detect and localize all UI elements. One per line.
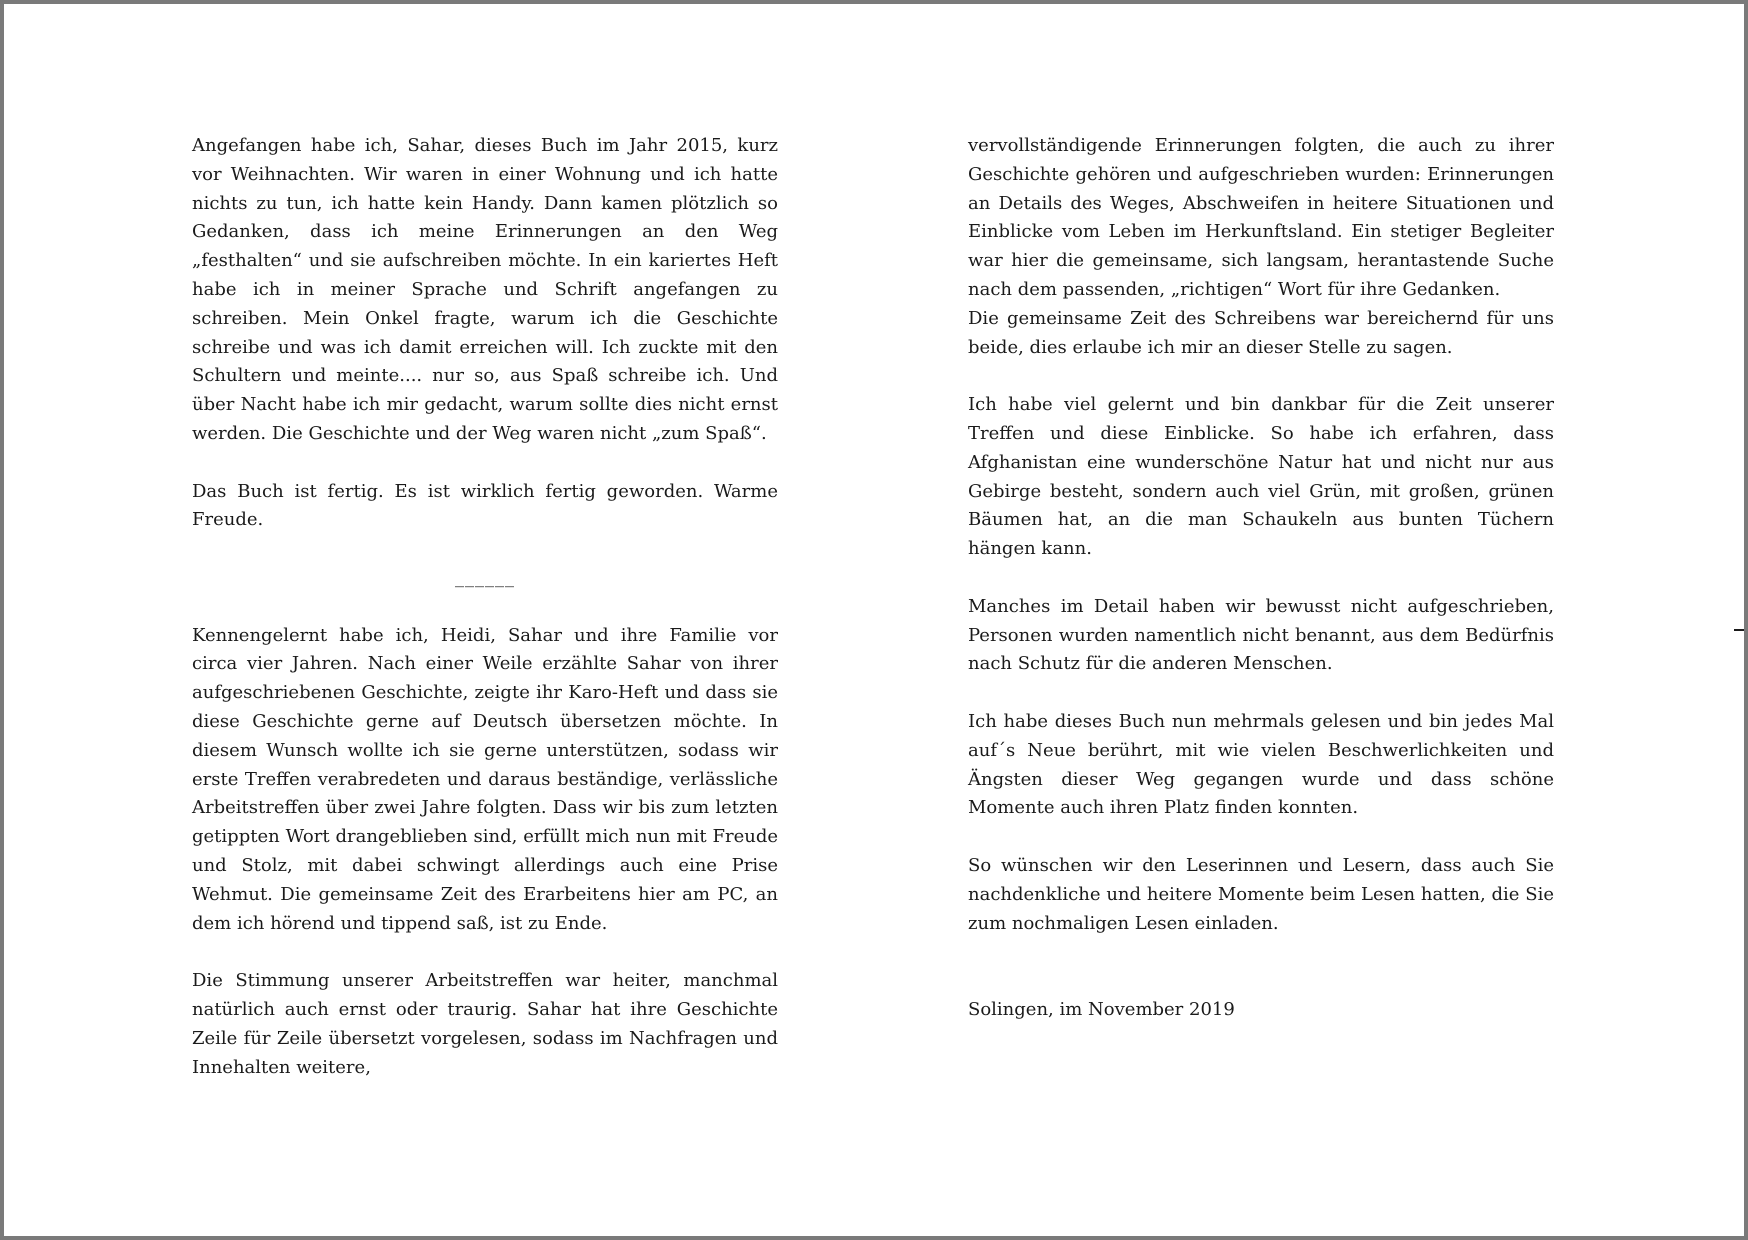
paragraph-shared-time: Die gemeinsame Zeit des Schreibens war bereichernd für uns beide, dies erlaube ich mir an dieser Stelle zu sagen. (968, 307, 1554, 358)
paragraph-reread: Ich habe dieses Buch nun mehrmals gelesen und bin jedes Mal auf´s Neue berührt, mit wie vielen Beschwerlichkeiten und Ängsten dieser Weg gegangen wurde und dass schöne Momente auch ihren Platz finden konnten. (968, 710, 1554, 819)
paragraph-memories: vervollständigende Erinnerungen folgten, die auch zu ihrer Geschichte gehören und aufgeschrieben wurden: Erinnerungen an Details des Weges, Abschweifen in heitere Situationen und Einblicke vom Leben im Herkunftsland. Ein stetiger Begleiter war hier die gemeinsame, sich langsam, herantastende Suche nach dem passenden, „richtigen“ Wort für ihre Gedanken. (968, 135, 1554, 300)
paragraph-learned: Ich habe viel gelernt und bin dankbar für die Zeit unserer Treffen und diese Einblicke. So habe ich erfahren, dass Afghanistan eine wunderschöne Natur hat und nicht nur aus Gebirge besteht, sondern auch viel Grün, mit großen, grünen Bäumen hat, an die man Schaukeln aus bunten Tüchern hängen kann. (968, 394, 1554, 560)
place-and-date: Solingen, im November 2019 (968, 998, 1235, 1020)
left-page (4, 4, 874, 1236)
paragraph-protection: Manches im Detail haben wir bewusst nicht aufgeschrieben, Personen wurden namentlich nicht benannt, aus dem Bedürfnis nach Schutz für die anderen Menschen. (968, 595, 1554, 675)
paragraph-sahar-intro: Angefangen habe ich, Sahar, dieses Buch im Jahr 2015, kurz vor Weihnachten. Wir waren in einer Wohnung und ich hatte nichts zu tun, ich hatte kein Handy. Dann kamen plötzlich so Gedanken, dass ich meine Erinnerungen an den Weg „festhalten“ und sie aufschreiben möchte. In ein kariertes Heft habe ich in meiner Sprache und Schrift angefangen zu schreiben. Mein Onkel fragte, warum ich die Geschichte schreibe und was ich damit erreichen will. Ich zuckte mit den Schultern und meinte.... nur so, aus Spaß schreibe ich. Und über Nacht habe ich mir gedacht, warum sollte dies nicht ernst werden. Die Geschichte und der Weg waren nicht „zum Spaß“. (192, 135, 778, 444)
paragraph-book-finished: Das Buch ist fertig. Es ist wirklich fertig geworden. Warme Freude. (192, 480, 778, 531)
crop-mark (1734, 629, 1744, 631)
section-separator: ______ (455, 566, 515, 588)
paragraph-wishes: So wünschen wir den Leserinnen und Lesern, dass auch Sie nachdenkliche und heitere Momente beim Lesen hatten, die Sie zum nochmaligen Lesen einladen. (968, 854, 1554, 934)
right-page (874, 4, 1744, 1236)
right-text-column (968, 132, 1554, 1054)
paragraph-work-mood: Die Stimmung unserer Arbeitstreffen war heiter, manchmal natürlich auch ernst oder traurig. Sahar hat ihre Geschichte Zeile für Zeile übersetzt vorgelesen, sodass im Nachfragen und Innehalten weitere, (192, 970, 778, 1078)
paragraph-heidi-intro: Kennengelernt habe ich, Heidi, Sahar und ihre Familie vor circa vier Jahren. Nach einer Weile erzählte Sahar von ihrer aufgeschriebenen Geschichte, zeigte ihr Karo-Heft und dass sie diese Geschichte gerne auf Deutsch übersetzen möchte. In diesem Wunsch wollte ich sie gerne unterstützen, sodass wir erste Treffen verabredeten und daraus beständige, verlässliche Arbeitstreffen über zwei Jahre folgten. Dass wir bis zum letzten getippten Wort drangeblieben sind, erfüllt mich nun mit Freude und Stolz, mit dabei schwingt allerdings auch eine Prise Wehmut. Die gemeinsame Zeit des Erarbeitens hier am PC, an dem ich hörend und tippend saß, ist zu Ende. (192, 624, 778, 934)
left-text-column (192, 132, 778, 1082)
book-spread (4, 4, 1744, 1236)
